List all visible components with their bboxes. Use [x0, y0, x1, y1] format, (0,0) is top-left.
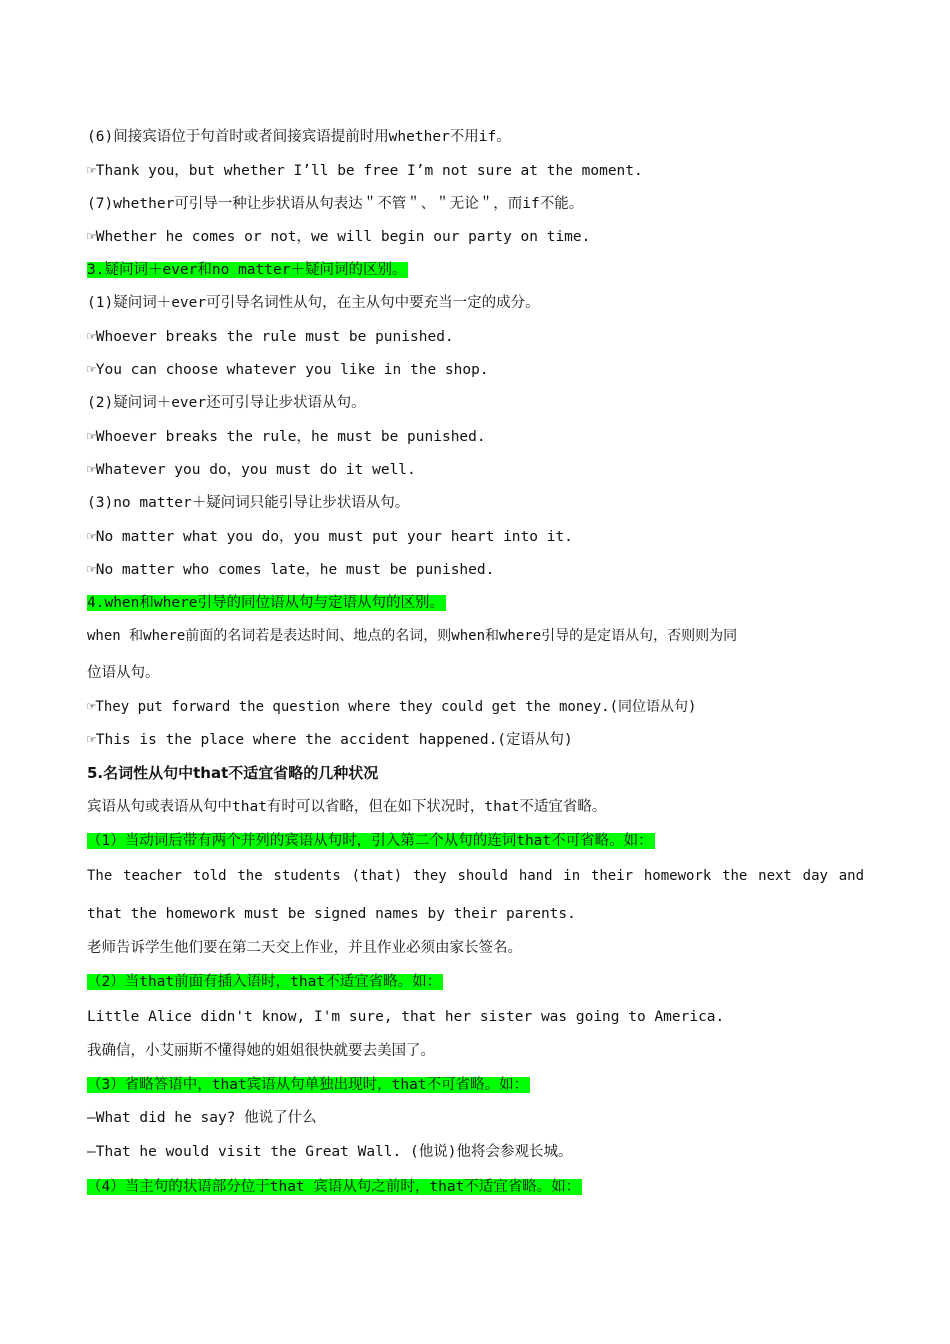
paragraph-line: 宾语从句或表语从句中that有时可以省略，但在如下状况时，that不适宜省略。: [87, 799, 607, 815]
dialogue-line: —That he would visit the Great Wall. (他说)他将会参观长城。: [87, 1144, 573, 1160]
highlight: 4.when和where引导的同位语从句与定语从句的区别。: [87, 595, 445, 611]
dialogue-line: —What did he say? 他说了什么: [87, 1110, 317, 1126]
highlight: 3.疑问词＋ever和no matter＋疑问词的区别。: [87, 262, 407, 278]
paragraph-line: when 和where前面的名词若是表达时间、地点的名词，则when和where引导的是定语从句，否则则为同: [87, 628, 738, 644]
section-heading-4: [87, 593, 446, 613]
section-heading-3: [87, 260, 408, 280]
paragraph-line: 位语从句。: [87, 665, 160, 681]
rule-heading-4: [87, 1177, 582, 1197]
text-line: (1)疑问词＋ever可引导名词性从句，在主从句中要充当一定的成分。: [87, 295, 540, 311]
example-sentence: ☞Whoever breaks the rule，he must be punished.: [87, 429, 486, 445]
text-line: (7)whether可引导一种让步状语从句表达＂不管＂、＂无论＂，而if不能。: [87, 196, 584, 212]
text-line: (2)疑问词＋ever还可引导让步状语从句。: [87, 395, 366, 411]
example-sentence: ☞You can choose whatever you like in the shop.: [87, 362, 489, 378]
example-sentence: ☞Whether he comes or not，we will begin our party on time.: [87, 229, 591, 245]
example-sentence: ☞They put forward the question where they could get the money.(同位语从句): [87, 699, 697, 715]
section-heading-5: 5.名词性从句中that不适宜省略的几种状况: [87, 764, 379, 782]
example-sentence: ☞No matter who comes late，he must be punished.: [87, 562, 495, 578]
text-line: (3)no matter＋疑问词只能引导让步状语从句。: [87, 495, 410, 511]
rule-heading-3: [87, 1075, 530, 1095]
justified-line: The teacher told the students (that) they should hand in their homework the next day and: [87, 868, 864, 884]
rule-heading-1: [87, 831, 655, 851]
highlight: （4）当主句的状语部分位于that 宾语从句之前时，that不适宜省略。如：: [87, 1179, 581, 1195]
example-sentence: Little Alice didn't know, I'm sure, that her sister was going to America.: [87, 1009, 725, 1025]
example-sentence: ☞No matter what you do，you must put your heart into it.: [87, 529, 573, 545]
example-sentence: that the homework must be signed names by their parents.: [87, 906, 576, 922]
translation-line: 我确信，小艾丽斯不懂得她的姐姐很快就要去美国了。: [87, 1043, 435, 1059]
rule-heading-2: [87, 972, 443, 992]
text-line: (6)间接宾语位于句首时或者间接宾语提前时用whether不用if。: [87, 129, 511, 145]
highlight: （2）当that前面有插入语时，that不适宜省略。如：: [87, 974, 442, 990]
example-sentence: ☞This is the place where the accident happened.(定语从句): [87, 732, 573, 748]
highlight: （3）省略答语中，that宾语从句单独出现时，that不可省略。如：: [87, 1077, 529, 1093]
example-sentence: ☞Whoever breaks the rule must be punished.: [87, 329, 454, 345]
example-sentence: [87, 866, 864, 886]
example-sentence: ☞Thank you，but whether I’ll be free I’m not sure at the moment.: [87, 163, 643, 179]
translation-line: 老师告诉学生他们要在第二天交上作业，并且作业必须由家长签名。: [87, 940, 522, 956]
highlight: （1）当动词后带有两个并列的宾语从句时，引入第二个从句的连词that不可省略。如：: [87, 833, 653, 849]
example-sentence: ☞Whatever you do，you must do it well.: [87, 462, 416, 478]
